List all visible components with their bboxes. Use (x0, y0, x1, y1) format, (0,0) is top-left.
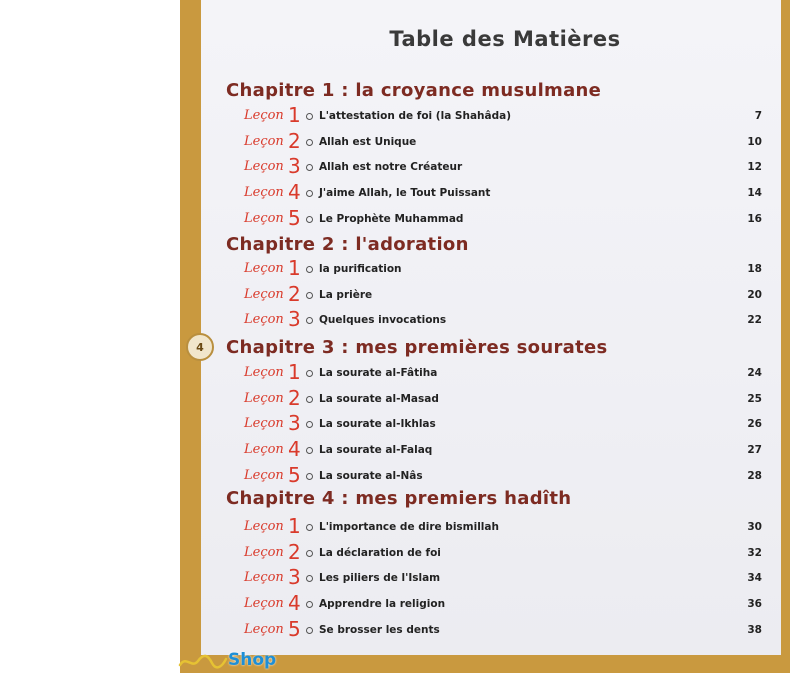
lesson-row (244, 360, 784, 387)
circle-bullet-icon (306, 473, 313, 480)
lesson-number: 1 (288, 256, 301, 280)
circle-bullet-icon (306, 216, 313, 223)
lesson-title: Le Prophète Muhammad (319, 213, 464, 225)
lesson-number: 4 (288, 591, 301, 615)
lesson-page-number: 24 (747, 367, 762, 379)
lesson-word: Leçon (244, 519, 284, 534)
circle-bullet-icon (306, 447, 313, 454)
circle-bullet-icon (306, 627, 313, 634)
lesson-word: Leçon (244, 622, 284, 637)
lesson-word: Leçon (244, 261, 284, 276)
lesson-number: 2 (288, 386, 301, 410)
lesson-word: Leçon (244, 211, 284, 226)
lesson-word: Leçon (244, 312, 284, 327)
lesson-number: 1 (288, 514, 301, 538)
lesson-title: Se brosser les dents (319, 624, 440, 636)
lesson-number: 5 (288, 463, 301, 487)
lesson-title: Allah est notre Créateur (319, 161, 463, 173)
lesson-row (244, 103, 784, 130)
circle-bullet-icon (306, 139, 313, 146)
lesson-number: 3 (288, 565, 301, 589)
lesson-word: Leçon (244, 287, 284, 302)
circle-bullet-icon (306, 113, 313, 120)
circle-bullet-icon (306, 266, 313, 273)
lesson-title: L'importance de dire bismillah (319, 521, 499, 533)
lesson-row (244, 282, 784, 309)
lesson-page-number: 30 (747, 521, 762, 533)
chapter-heading: Chapitre 2 : l'adoration (226, 234, 469, 255)
circle-bullet-icon (306, 292, 313, 299)
lesson-row (244, 307, 784, 334)
circle-bullet-icon (306, 317, 313, 324)
lesson-page-number: 38 (747, 624, 762, 636)
lesson-word: Leçon (244, 596, 284, 611)
lesson-row (244, 129, 784, 156)
chapter-heading: Chapitre 3 : mes premières sourates (226, 337, 608, 358)
lesson-number: 4 (288, 437, 301, 461)
lesson-word: Leçon (244, 442, 284, 457)
circle-bullet-icon (306, 164, 313, 171)
logo-text: Shop (228, 650, 277, 670)
lesson-page-number: 10 (747, 136, 762, 148)
page-title: Table des Matières (389, 27, 621, 51)
lesson-row (244, 411, 784, 438)
lesson-page-number: 14 (747, 187, 762, 199)
lesson-number: 5 (288, 617, 301, 641)
circle-bullet-icon (306, 575, 313, 582)
lesson-number: 3 (288, 411, 301, 435)
lesson-row (244, 617, 784, 644)
lesson-number: 3 (288, 154, 301, 178)
lesson-number: 2 (288, 282, 301, 306)
lesson-row (244, 463, 784, 490)
lesson-title: Apprendre la religion (319, 598, 446, 610)
lesson-word: Leçon (244, 365, 284, 380)
lesson-page-number: 16 (747, 213, 762, 225)
lesson-number: 2 (288, 129, 301, 153)
lesson-page-number: 27 (747, 444, 762, 456)
lesson-title: L'attestation de foi (la Shahâda) (319, 110, 512, 122)
lesson-page-number: 12 (747, 161, 762, 173)
lesson-row (244, 591, 784, 618)
lesson-page-number: 25 (747, 393, 762, 405)
lesson-title: La sourate al-Ikhlas (319, 418, 436, 430)
page-number-badge: 4 (186, 333, 214, 361)
lesson-row (244, 206, 784, 233)
lesson-page-number: 22 (747, 314, 762, 326)
circle-bullet-icon (306, 370, 313, 377)
lesson-title: J'aime Allah, le Tout Puissant (319, 187, 491, 199)
lesson-row (244, 540, 784, 567)
lesson-page-number: 7 (754, 110, 762, 122)
lesson-row (244, 514, 784, 541)
lesson-word: Leçon (244, 468, 284, 483)
logo-swirl-icon (178, 653, 228, 671)
lesson-number: 2 (288, 540, 301, 564)
lesson-word: Leçon (244, 159, 284, 174)
lesson-title: La prière (319, 289, 373, 301)
lesson-title: La déclaration de foi (319, 547, 441, 559)
lesson-number: 4 (288, 180, 301, 204)
lesson-number: 1 (288, 360, 301, 384)
lesson-word: Leçon (244, 570, 284, 585)
lesson-row (244, 565, 784, 592)
lesson-title: La sourate al-Fâtiha (319, 367, 438, 379)
lesson-title: La sourate al-Nâs (319, 470, 423, 482)
lesson-row (244, 437, 784, 464)
lesson-word: Leçon (244, 391, 284, 406)
lesson-title: Les piliers de l'Islam (319, 572, 441, 584)
lesson-title: Allah est Unique (319, 136, 417, 148)
circle-bullet-icon (306, 421, 313, 428)
lesson-page-number: 26 (747, 418, 762, 430)
lesson-row (244, 386, 784, 413)
lesson-number: 3 (288, 307, 301, 331)
lesson-title: Quelques invocations (319, 314, 447, 326)
lesson-page-number: 18 (747, 263, 762, 275)
lesson-number: 1 (288, 103, 301, 127)
lesson-title: la purification (319, 263, 402, 275)
lesson-title: La sourate al-Falaq (319, 444, 433, 456)
circle-bullet-icon (306, 524, 313, 531)
lesson-word: Leçon (244, 108, 284, 123)
lesson-page-number: 34 (747, 572, 762, 584)
lesson-row (244, 256, 784, 283)
lesson-word: Leçon (244, 545, 284, 560)
lesson-page-number: 32 (747, 547, 762, 559)
chapter-heading: Chapitre 1 : la croyance musulmane (226, 80, 602, 101)
circle-bullet-icon (306, 601, 313, 608)
lesson-row (244, 180, 784, 207)
lesson-row (244, 154, 784, 181)
lesson-page-number: 28 (747, 470, 762, 482)
lesson-number: 5 (288, 206, 301, 230)
lesson-title: La sourate al-Masad (319, 393, 439, 405)
lesson-word: Leçon (244, 185, 284, 200)
circle-bullet-icon (306, 550, 313, 557)
lesson-page-number: 36 (747, 598, 762, 610)
chapter-heading: Chapitre 4 : mes premiers hadîth (226, 488, 572, 509)
circle-bullet-icon (306, 396, 313, 403)
lesson-word: Leçon (244, 134, 284, 149)
lesson-page-number: 20 (747, 289, 762, 301)
circle-bullet-icon (306, 190, 313, 197)
lesson-word: Leçon (244, 416, 284, 431)
